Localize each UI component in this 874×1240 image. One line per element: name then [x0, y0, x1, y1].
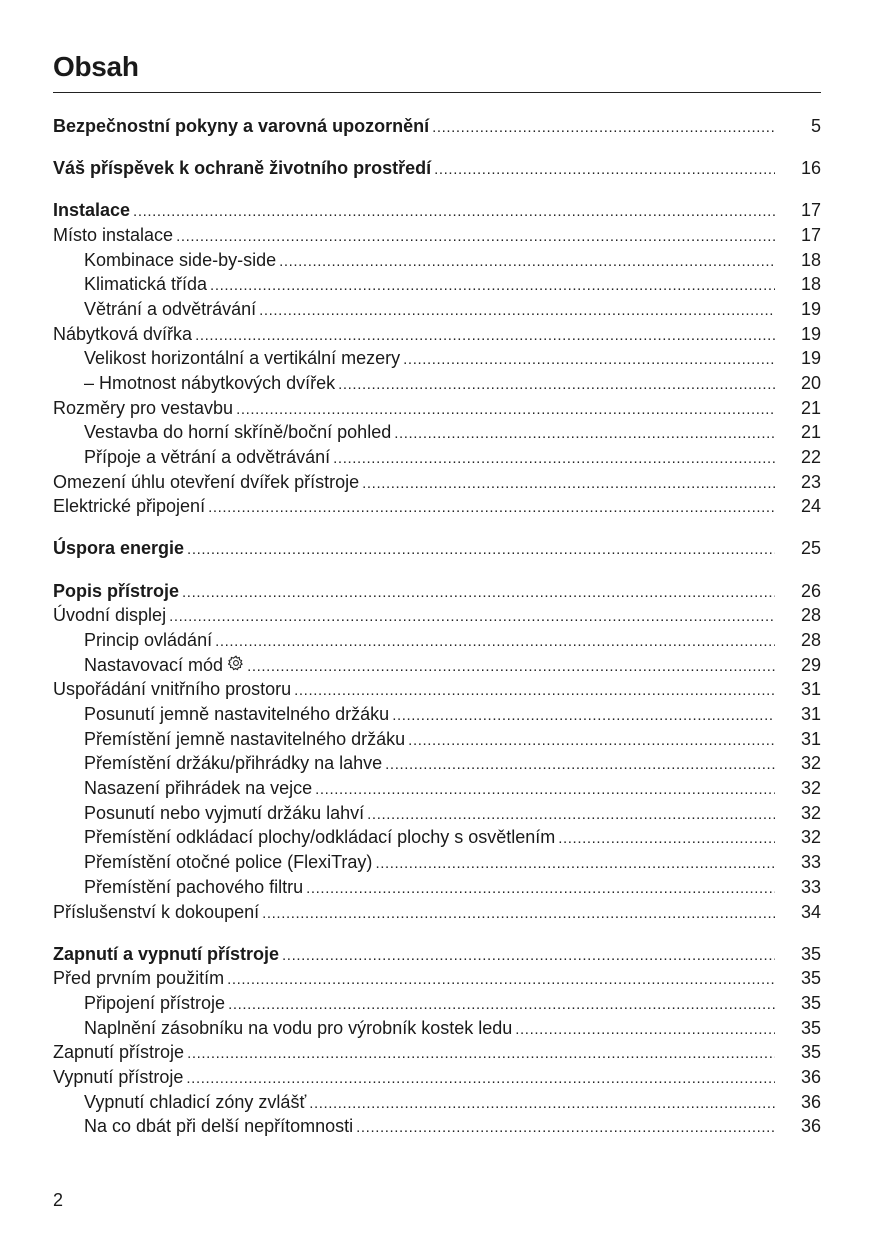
toc-entry-title: Přemístění odkládací plochy/odkládací plochy s osvětlením: [84, 827, 556, 848]
toc-entry[interactable]: [53, 470, 821, 495]
toc-entry[interactable]: [53, 371, 821, 396]
dot-leader: [215, 628, 775, 653]
toc-entry-title: Rozměry pro vestavbu: [53, 397, 234, 418]
dot-leader: [227, 966, 775, 991]
toc-entry[interactable]: [53, 1040, 821, 1065]
toc-entry-title: Nábytková dvířka: [53, 323, 193, 344]
dot-leader: [186, 1065, 775, 1090]
toc-entry-page: 29: [800, 654, 821, 675]
dot-leader: [403, 346, 775, 371]
toc-entry-page: 28: [800, 605, 821, 626]
toc-entry-page: 36: [800, 1091, 821, 1112]
toc-entry-page: 33: [800, 876, 821, 897]
toc-entry[interactable]: [53, 776, 821, 801]
toc-entry-title: Velikost horizontální a vertikální mezery: [84, 348, 401, 369]
toc-entry-page: 28: [800, 629, 821, 650]
dot-leader: [187, 536, 775, 561]
dot-leader: [195, 322, 775, 347]
toc-entry-title: Váš příspěvek k ochraně životního prostředí: [53, 158, 432, 179]
dot-leader: [306, 875, 775, 900]
toc-entry-title: Vypnutí chladicí zóny zvlášť: [84, 1091, 307, 1112]
toc-entry-title: Uspořádání vnitřního prostoru: [53, 679, 292, 700]
dot-leader: [228, 991, 775, 1016]
toc-entry-page: 5: [810, 116, 821, 136]
toc-entry[interactable]: [53, 850, 821, 875]
toc-entry-page: 31: [800, 704, 821, 724]
toc-entry-title: Zapnutí a vypnutí přístroje: [53, 943, 280, 964]
toc-entry-page: 32: [800, 778, 821, 799]
toc-entry-title: Místo instalace: [53, 224, 174, 245]
toc-section: [53, 114, 821, 139]
toc-entry[interactable]: [53, 653, 821, 678]
toc-entry[interactable]: [53, 579, 821, 604]
toc-entry-title: Vestavba do horní skříně/boční pohled: [84, 422, 392, 443]
page-number: 2: [53, 1190, 64, 1210]
dot-leader: [187, 1040, 775, 1065]
toc-entry[interactable]: [53, 297, 821, 322]
dot-leader: [432, 114, 775, 139]
dot-leader: [294, 677, 775, 702]
dot-leader: [176, 223, 775, 248]
toc-entry[interactable]: [53, 114, 821, 139]
toc-entry-page: 35: [800, 943, 821, 964]
toc-section: [53, 579, 821, 925]
toc-entry[interactable]: [53, 536, 821, 561]
toc-entry-page: 35: [800, 1017, 821, 1038]
toc-entry-title: Princip ovládání: [84, 629, 213, 650]
toc-entry[interactable]: [53, 628, 821, 653]
toc-entry-title: – Hmotnost nábytkových dvířek: [84, 372, 336, 393]
toc-entry-title: Bezpečnostní pokyny a varovná upozornění: [53, 116, 430, 136]
toc-entry-title: Úspora energie: [53, 538, 185, 559]
toc-entry[interactable]: [53, 346, 821, 371]
toc-entry-page: 21: [800, 397, 821, 418]
toc-section: [53, 536, 821, 561]
toc-entry[interactable]: [53, 1065, 821, 1090]
toc-entry-page: 22: [800, 447, 821, 468]
toc-entry-title: Přemístění držáku/přihrádky na lahve: [84, 753, 383, 774]
toc-entry-page: 17: [800, 200, 821, 221]
toc-entry-title: Kombinace side-by-side: [84, 249, 277, 270]
toc-entry-title: Posunutí jemně nastavitelného držáku: [84, 704, 390, 724]
dot-leader: [282, 942, 775, 967]
toc-entry-page: 34: [800, 901, 821, 922]
toc-entry-page: 23: [800, 471, 821, 492]
dot-leader: [392, 702, 775, 727]
toc-entry-page: 19: [800, 298, 821, 319]
toc-entry[interactable]: [53, 942, 821, 967]
toc-entry[interactable]: [53, 751, 821, 776]
toc-entry-page: 18: [800, 274, 821, 295]
toc-entry-title: Nastavovací mód: [84, 654, 224, 675]
toc-entry-title: Popis přístroje: [53, 580, 180, 601]
toc-entry[interactable]: [53, 1090, 821, 1115]
dot-leader: [309, 1090, 775, 1115]
dot-leader: [247, 653, 775, 678]
toc-entry-page: 36: [800, 1067, 821, 1088]
toc-entry-title: Přípoje a větrání a odvětrávání: [84, 447, 331, 468]
toc-entry-title: Příslušenství k dokoupení: [53, 901, 260, 922]
toc-entry-page: 31: [800, 679, 821, 700]
toc-entry-page: 17: [800, 224, 821, 245]
dot-leader: [169, 603, 775, 628]
toc-entry-title: Nasazení přihrádek na vejce: [84, 778, 313, 799]
toc-entry-page: 32: [800, 827, 821, 848]
dot-leader: [515, 1016, 775, 1041]
toc-entry-page: 31: [800, 728, 821, 749]
toc-entry[interactable]: [53, 603, 821, 628]
toc-entry-page: 35: [800, 992, 821, 1013]
toc-entry-title: Zapnutí přístroje: [53, 1042, 185, 1063]
toc-entry[interactable]: [53, 445, 821, 470]
toc-entry-title: Omezení úhlu otevření dvířek přístroje: [53, 471, 360, 492]
toc-entry-title: Přemístění otočné police (FlexiTray): [84, 852, 373, 873]
dot-leader: [558, 825, 775, 850]
dot-leader: [362, 470, 775, 495]
dot-leader: [262, 900, 775, 925]
dot-leader: [338, 371, 775, 396]
toc-entry[interactable]: [53, 966, 821, 991]
toc-entry[interactable]: [53, 991, 821, 1016]
toc-entry[interactable]: [53, 248, 821, 273]
toc-entry[interactable]: [53, 1016, 821, 1041]
toc-entry[interactable]: [53, 223, 821, 248]
toc-entry[interactable]: [53, 420, 821, 445]
toc-entry-title: Přemístění pachového filtru: [84, 876, 304, 897]
dot-leader: [375, 850, 775, 875]
toc-entry-page: 21: [800, 422, 821, 443]
toc-entry-page: 19: [800, 323, 821, 344]
toc-entry-page: 33: [800, 852, 821, 873]
toc-entry-title: Instalace: [53, 200, 131, 221]
toc-entry[interactable]: [53, 825, 821, 850]
toc-entry-page: 26: [800, 580, 821, 601]
toc-entry-title: Naplnění zásobníku na vodu pro výrobník kostek ledu: [84, 1017, 513, 1038]
dot-leader: [259, 297, 775, 322]
toc-entry[interactable]: [53, 1114, 821, 1139]
toc-section: [53, 942, 821, 1140]
toc-entry-title: Na co dbát při delší nepřítomnosti: [84, 1116, 354, 1137]
toc-entry-page: 32: [800, 802, 821, 823]
toc-entry-title: Připojení přístroje: [84, 992, 226, 1013]
dot-leader: [182, 579, 775, 604]
title-divider: [53, 92, 821, 93]
dot-leader: [434, 156, 775, 181]
dot-leader: [133, 198, 775, 223]
dot-leader: [385, 751, 775, 776]
dot-leader: [208, 494, 775, 519]
toc-entry[interactable]: [53, 677, 821, 702]
toc-entry[interactable]: [53, 396, 821, 421]
dot-leader: [333, 445, 775, 470]
toc-entry[interactable]: [53, 801, 821, 826]
toc-entry[interactable]: [53, 322, 821, 347]
page-title: Obsah: [53, 51, 139, 82]
toc-entry[interactable]: [53, 156, 821, 181]
toc-entry-page: 25: [800, 538, 821, 559]
toc-entry-page: 24: [800, 496, 821, 517]
dot-leader: [367, 801, 775, 826]
table-of-contents: [53, 114, 821, 1156]
toc-entry[interactable]: [53, 702, 821, 727]
toc-entry-title: Před prvním použitím: [53, 968, 225, 989]
toc-section: [53, 156, 821, 181]
toc-entry[interactable]: [53, 494, 821, 519]
toc-entry-page: 16: [800, 158, 821, 179]
dot-leader: [236, 396, 775, 421]
dot-leader: [210, 272, 775, 297]
toc-entry-title: Klimatická třída: [84, 274, 208, 295]
toc-entry-page: 20: [800, 372, 821, 393]
toc-entry[interactable]: [53, 272, 821, 297]
gear-icon: [228, 653, 244, 669]
toc-entry[interactable]: [53, 875, 821, 900]
toc-entry-page: 18: [800, 249, 821, 270]
dot-leader: [408, 727, 775, 752]
toc-entry[interactable]: [53, 198, 821, 223]
toc-entry-title: Přemístění jemně nastavitelného držáku: [84, 728, 406, 749]
toc-entry-page: 36: [800, 1116, 821, 1137]
toc-entry-page: 19: [800, 348, 821, 369]
toc-entry-page: 35: [800, 968, 821, 989]
toc-entry[interactable]: [53, 900, 821, 925]
dot-leader: [279, 248, 775, 273]
dot-leader: [394, 420, 775, 445]
toc-entry-page: 32: [800, 753, 821, 774]
dot-leader: [356, 1114, 775, 1139]
toc-entry[interactable]: [53, 727, 821, 752]
toc-section: [53, 198, 821, 519]
toc-entry-title: Úvodní displej: [53, 605, 167, 626]
dot-leader: [315, 776, 775, 801]
toc-entry-page: 35: [800, 1042, 821, 1063]
toc-entry-title: Posunutí nebo vyjmutí držáku lahví: [84, 802, 365, 823]
toc-entry-title: Větrání a odvětrávání: [84, 298, 257, 319]
toc-entry-title: Elektrické připojení: [53, 496, 206, 517]
toc-entry-title: Vypnutí přístroje: [53, 1067, 184, 1088]
